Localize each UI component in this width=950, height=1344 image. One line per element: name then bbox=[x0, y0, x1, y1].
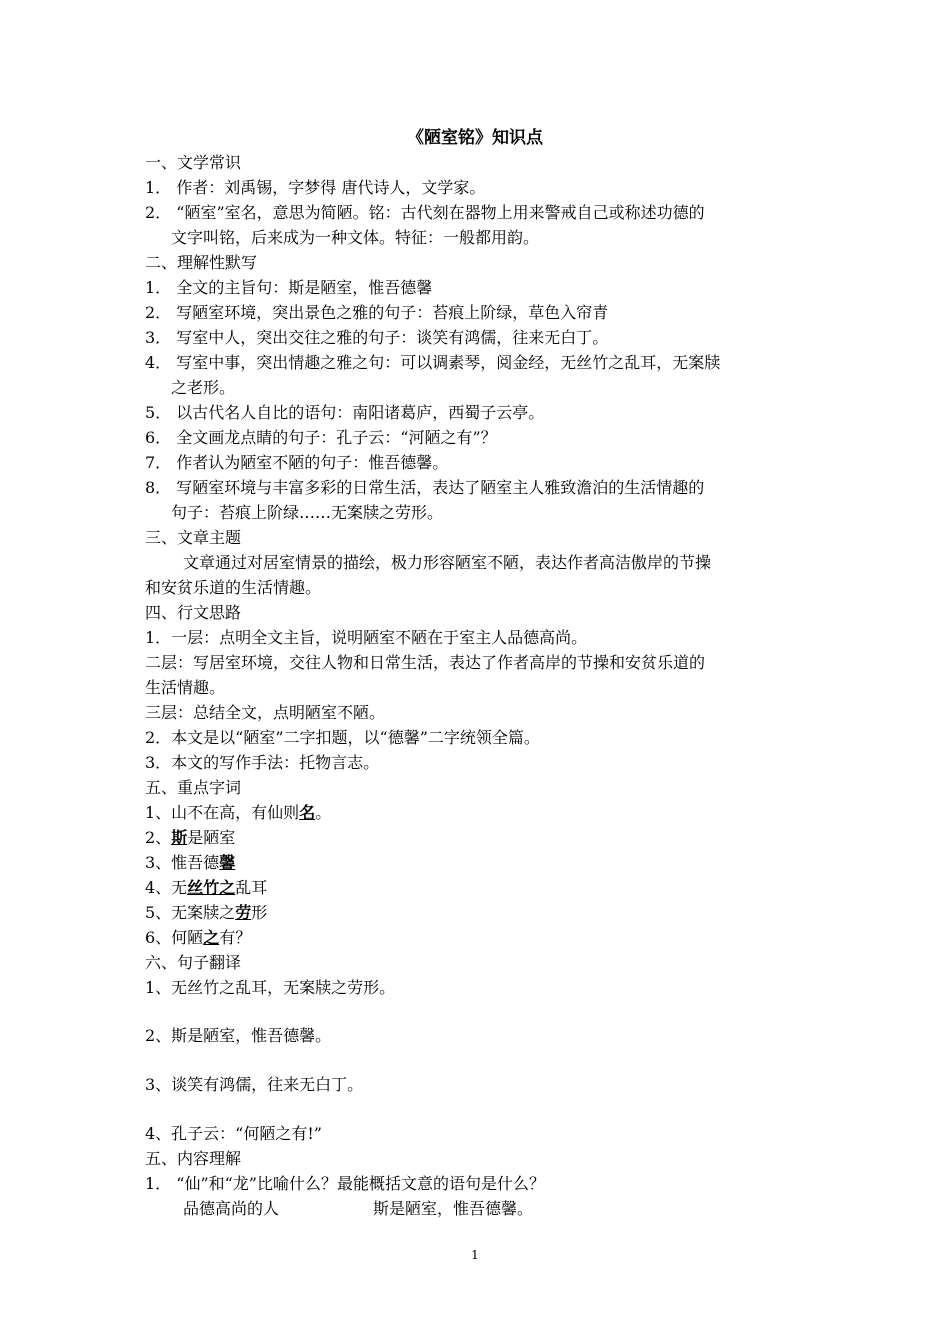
text-line: 2． “陋室”室名，意思为简陋。铭：古代刻在器物上用来警戒自己或称述功德的 bbox=[145, 203, 705, 222]
text-line: 5． 以古代名人自比的语句：南阳诸葛庐，西蜀子云亭。 bbox=[145, 403, 545, 422]
keyword-item bbox=[145, 876, 267, 900]
text-line: 3．本文的写作手法：托物言志。 bbox=[145, 753, 380, 772]
keyword-suffix: 。 bbox=[315, 803, 332, 822]
text-line: 2．本文是以“陋室”二字扣题，以“德馨”二字统领全篇。 bbox=[145, 728, 540, 747]
keyword-highlight: 劳 bbox=[235, 903, 252, 922]
section-heading: 六、句子翻译 bbox=[145, 953, 242, 972]
section-heading: 五、重点字词 bbox=[145, 778, 242, 797]
text-line: 二层：写居室环境，交往人物和日常生活，表达了作者高岸的节操和安贫乐道的 bbox=[145, 653, 706, 672]
keyword-highlight: 馨 bbox=[219, 853, 236, 872]
answer-part: 斯是陋室，惟吾德馨。 bbox=[373, 1199, 534, 1218]
text-line: 文字叫铭，后来成为一种文体。特征：一般都用韵。 bbox=[171, 228, 540, 247]
text-line: 3． 写室中人，突出交往之雅的句子：谈笑有鸿儒，往来无白丁。 bbox=[145, 328, 609, 347]
text-line: 三层：总结全文，点明陋室不陋。 bbox=[145, 703, 386, 722]
keyword-suffix: 是陋室 bbox=[187, 828, 236, 847]
answer-line bbox=[183, 1197, 533, 1221]
keyword-prefix: 2、 bbox=[145, 828, 172, 847]
text-line: 之老形。 bbox=[171, 378, 236, 397]
keyword-prefix: 6、何陋 bbox=[145, 928, 204, 947]
question-line: 1． “仙”和“龙”比喻什么？最能概括文意的语句是什么？ bbox=[145, 1174, 545, 1193]
keyword-highlight: 之 bbox=[203, 928, 220, 947]
keyword-highlight: 斯 bbox=[171, 828, 188, 847]
page-number: 1 bbox=[471, 1248, 479, 1262]
text-line: 1． 作者：刘禹锡，字梦得 唐代诗人，文学家。 bbox=[145, 178, 486, 197]
translation-item: 3、谈笑有鸿儒，往来无白丁。 bbox=[145, 1075, 364, 1094]
translation-item: 4、孔子云：“何陋之有!” bbox=[145, 1124, 322, 1143]
keyword-suffix: 形 bbox=[251, 903, 268, 922]
text-line: 2． 写陋室环境，突出景色之雅的句子：苔痕上阶绿，草色入帘青 bbox=[145, 303, 609, 322]
keyword-item bbox=[145, 926, 251, 950]
document-title: 《陋室铭》知识点 bbox=[407, 128, 543, 148]
translation-item: 1、无丝竹之乱耳，无案牍之劳形。 bbox=[145, 978, 396, 997]
keyword-prefix: 5、无案牍之 bbox=[145, 903, 236, 922]
keyword-highlight: 名 bbox=[299, 803, 316, 822]
text-line: 句子：苔痕上阶绿……无案牍之劳形。 bbox=[171, 503, 444, 522]
keyword-prefix: 3、惟吾德 bbox=[145, 853, 220, 872]
text-line: 生活情趣。 bbox=[145, 678, 226, 697]
keyword-item bbox=[145, 801, 331, 825]
text-line: 7． 作者认为陋室不陋的句子：惟吾德馨。 bbox=[145, 453, 449, 472]
text-line: 8． 写陋室环境与丰富多彩的日常生活，表达了陋室主人雅致澹泊的生活情趣的 bbox=[145, 478, 705, 497]
text-line: 文章通过对居室情景的描绘，极力形容陋室不陋，表达作者高洁傲岸的节操 bbox=[183, 553, 712, 572]
keyword-suffix: 乱耳 bbox=[235, 878, 268, 897]
answer-part: 品德高尚的人 bbox=[183, 1199, 280, 1218]
keyword-highlight: 丝竹之 bbox=[187, 878, 236, 897]
translation-item: 2、斯是陋室，惟吾德馨。 bbox=[145, 1026, 332, 1045]
text-line: 6． 全文画龙点睛的句子：孔子云：“河陋之有”？ bbox=[145, 428, 497, 447]
keyword-prefix: 4、无 bbox=[145, 878, 188, 897]
section-heading: 一、文学常识 bbox=[145, 153, 242, 172]
keyword-item bbox=[145, 901, 267, 925]
text-line: 4． 写室中事，突出情趣之雅之句：可以调素琴，阅金经，无丝竹之乱耳，无案牍 bbox=[145, 353, 721, 372]
keyword-suffix: 有？ bbox=[219, 928, 252, 947]
text-line: 和安贫乐道的生活情趣。 bbox=[145, 578, 322, 597]
section-heading: 二、理解性默写 bbox=[145, 253, 258, 272]
text-line: 1． 全文的主旨句：斯是陋室，惟吾德馨 bbox=[145, 278, 433, 297]
text-line: 1．一层：点明全文主旨，说明陋室不陋在于室主人品德高尚。 bbox=[145, 628, 588, 647]
section-heading: 三、文章主题 bbox=[145, 528, 242, 547]
keyword-prefix: 1、山不在高，有仙则 bbox=[145, 803, 300, 822]
section-heading: 五、内容理解 bbox=[145, 1149, 242, 1168]
section-heading: 四、行文思路 bbox=[145, 603, 242, 622]
keyword-item bbox=[145, 851, 235, 875]
keyword-item bbox=[145, 826, 235, 850]
